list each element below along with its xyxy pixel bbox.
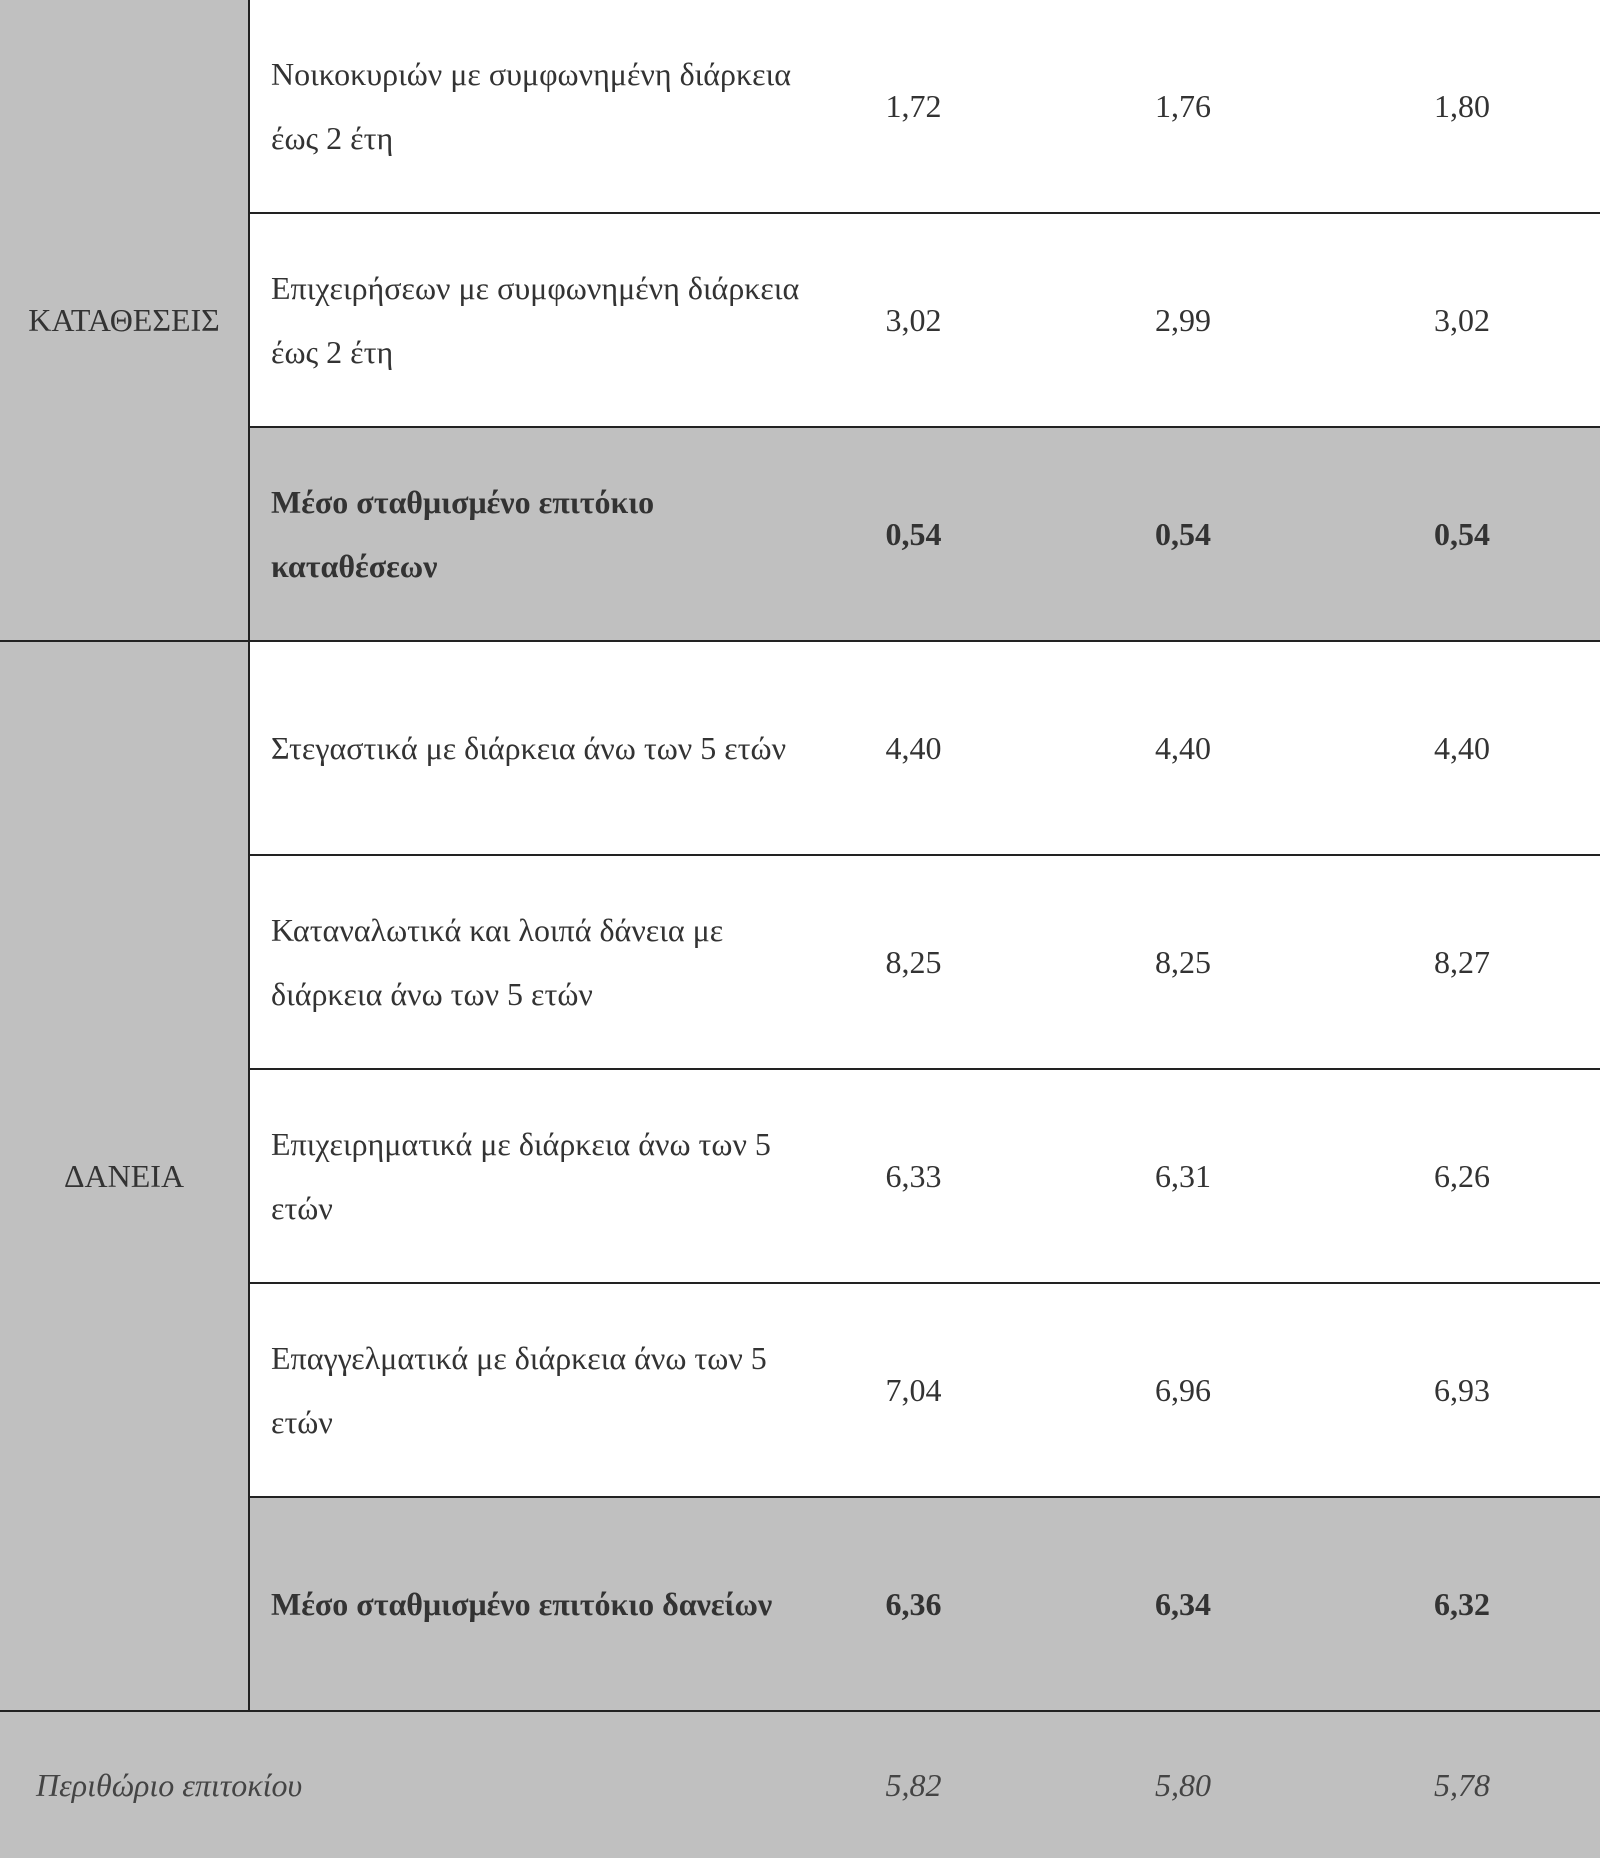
value-cell: 8,25 [1072,855,1334,1069]
margin-value: 5,80 [1072,1711,1334,1858]
value-cell: 1,80 [1434,88,1490,124]
row-label: Στεγαστικά με διάρκεια άνω των 5 ετών [249,641,810,855]
value-cell: 4,40 [1334,641,1600,855]
value-cell: 1,76 [1155,88,1211,124]
row-label: Επιχειρήσεων με συμφωνημένη διάρκεια έως 2 έτη [249,213,810,427]
summary-value: 6,32 [1334,1497,1600,1711]
value-cell: 1,72 [885,88,942,124]
interest-margin-row [0,1711,1600,1858]
margin-label: Περιθώριο επιτοκίου [0,1711,810,1858]
row-label: Επιχειρηματικά με διάρκεια άνω των 5 ετών [249,1069,810,1283]
summary-value: 0,54 [1334,427,1600,641]
value-cell: 3,02 [1334,213,1600,427]
value-cell: 6,96 [1072,1283,1334,1497]
row-label: Επαγγελματικά με διάρκεια άνω των 5 ετών [249,1283,810,1497]
value-cell: 4,40 [810,641,1072,855]
value-cell: 6,93 [1334,1283,1600,1497]
row-label: Καταναλωτικά και λοιπά δάνεια με διάρκεια άνω των 5 ετών [249,855,810,1069]
table-row [0,0,1600,213]
value-cell: 3,02 [810,213,1072,427]
deposits-group-label: ΚΑΤΑΘΕΣΕΙΣ [0,0,249,641]
margin-value: 5,78 [1334,1711,1600,1858]
value-cell: 6,31 [1072,1069,1334,1283]
summary-label: Μέσο σταθμισμένο επιτόκιο δανείων [249,1497,810,1711]
summary-value: 6,36 [810,1497,1072,1711]
loans-group-label: ΔΑΝΕΙΑ [0,641,249,1711]
value-cell: 2,99 [1072,213,1334,427]
summary-value: 0,54 [1072,427,1334,641]
value-cell: 6,26 [1334,1069,1600,1283]
value-cell: 7,04 [810,1283,1072,1497]
summary-label: Μέσο σταθμισμένο επιτόκιο καταθέσεων [249,427,810,641]
row-label: Νοικοκυριών με συμφωνημένη διάρκεια έως 2 έτη [271,56,791,156]
value-cell: 6,33 [810,1069,1072,1283]
summary-value: 0,54 [810,427,1072,641]
margin-value: 5,82 [810,1711,1072,1858]
value-cell: 8,25 [810,855,1072,1069]
summary-value: 6,34 [1072,1497,1334,1711]
value-cell: 4,40 [1072,641,1334,855]
table-row [0,641,1600,855]
value-cell: 8,27 [1334,855,1600,1069]
